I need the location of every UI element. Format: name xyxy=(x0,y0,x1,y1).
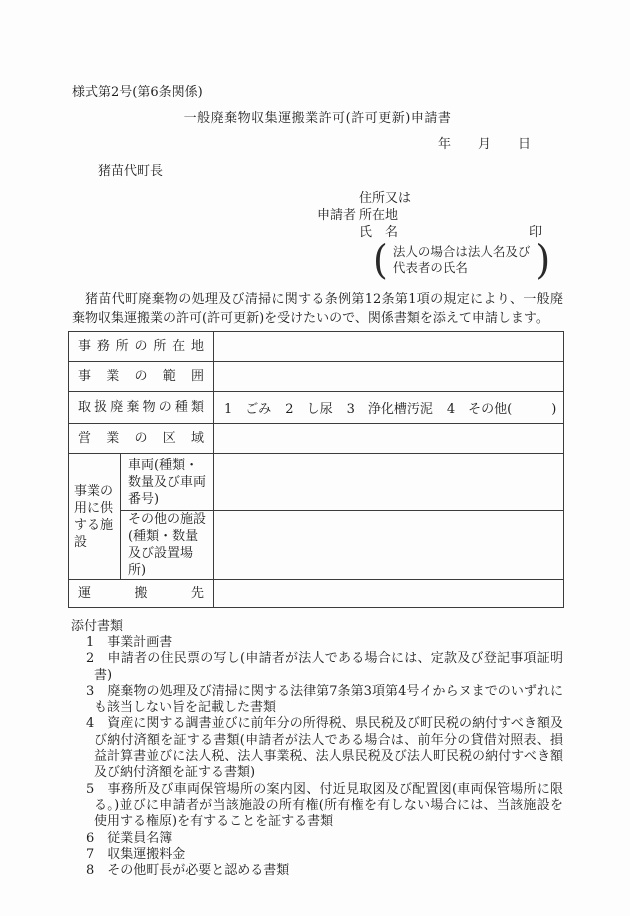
day-label: 日 xyxy=(517,137,531,152)
attachment-text: 事務所及び車両保管場所の案内図、付近見取図及び配置図(車両保管場所に限る。)並びに申請者が当該施設の所有権(所有権を有しない場合には、当該施設を使用する権原)を有することを証する書類 xyxy=(94,781,563,830)
corporate-note-lines xyxy=(388,244,536,276)
attachment-item-4 xyxy=(71,716,563,781)
attachment-number: 3 xyxy=(86,683,95,699)
corporate-note xyxy=(373,236,563,284)
vehicle-label: 車両(種類・数量及び車両番号) xyxy=(121,454,214,511)
applicant-address-label-line2: 所在地 xyxy=(359,208,399,223)
business-area-label: 営業の区域 xyxy=(69,424,214,454)
attachment-text: その他町長が必要と認める書類 xyxy=(107,863,290,879)
attachment-text: 廃棄物の処理及び清掃に関する法律第7条第3項第4号イからヌまでのいずれにも該当しない旨を記載した書類 xyxy=(94,683,563,716)
waste-option-septic-sludge: 3 浄化槽汚泥 xyxy=(346,402,433,417)
attachment-item-2 xyxy=(71,651,563,684)
date-line xyxy=(72,138,563,152)
office-address-value-cell xyxy=(214,332,564,362)
table-row xyxy=(69,511,564,580)
other-facility-label: その他の施設(種類・数量及び設置場所) xyxy=(121,511,214,580)
attachment-item-6 xyxy=(71,831,563,847)
corporate-note-line1: 法人の場合は法人名及び xyxy=(392,244,531,259)
attachment-number: 2 xyxy=(86,651,95,667)
attachment-number: 1 xyxy=(86,635,95,650)
table-row xyxy=(69,362,564,392)
applicant-fields xyxy=(359,190,542,241)
month-label: 月 xyxy=(477,137,491,152)
applicant-address-label-line1: 住所又は xyxy=(359,191,412,206)
table-row xyxy=(69,392,564,424)
attachments-heading: 添付書類 xyxy=(71,619,124,634)
attachment-item-3 xyxy=(71,684,563,717)
attachments-section xyxy=(71,618,563,879)
transport-destination-value-cell xyxy=(214,580,564,608)
vehicle-value-cell xyxy=(214,454,564,511)
attachment-text: 収集運搬料金 xyxy=(107,846,186,862)
attachment-number: 7 xyxy=(86,846,95,862)
applicant-name-label: 氏 名 xyxy=(359,225,399,240)
form-number: 様式第2号(第6条関係) xyxy=(72,85,203,100)
attachment-item-8 xyxy=(71,863,563,879)
waste-option-nightsoil: 2 し尿 xyxy=(285,402,333,417)
corporate-note-line2: 代表者の氏名 xyxy=(392,260,468,275)
office-address-label: 事務所の所在地 xyxy=(69,332,214,362)
attachment-item-7 xyxy=(71,847,563,863)
attachment-number: 5 xyxy=(86,781,95,797)
year-label: 年 xyxy=(437,137,451,152)
application-statement: 猪苗代町廃棄物の処理及び清掃に関する条例第12条第1項の規定により、一般廃棄物収集運搬業の許可(許可更新)を受けたいので、関係書類を添えて申請します。 xyxy=(72,292,563,326)
waste-option-garbage: 1 ごみ xyxy=(224,402,272,417)
attachment-text: 申請者の住民票の写し(申請者が法人である場合には、定款及び登記事項証明書) xyxy=(94,651,563,683)
seal-label: 印 xyxy=(529,225,543,240)
attachment-number: 4 xyxy=(86,716,95,732)
attachment-text: 事業計画書 xyxy=(107,635,173,650)
business-scope-label: 事業の範囲 xyxy=(69,362,214,392)
waste-type-options xyxy=(224,398,557,417)
attachment-item-5 xyxy=(71,782,563,831)
table-row xyxy=(69,454,564,511)
waste-type-label: 取扱廃棄物の種類 xyxy=(69,392,214,424)
table-row xyxy=(69,332,564,362)
business-area-value-cell xyxy=(214,424,564,454)
attachment-text: 従業員名簿 xyxy=(107,830,173,846)
other-facility-value-cell xyxy=(214,511,564,580)
attachment-item-1 xyxy=(71,635,563,651)
right-paren: ) xyxy=(535,236,551,284)
table-row xyxy=(69,580,564,608)
left-paren: ( xyxy=(373,236,388,284)
attachment-number: 6 xyxy=(86,830,95,846)
applicant-label: 申請者 xyxy=(317,208,357,223)
applicant-block xyxy=(317,190,563,241)
attachment-text: 資産に関する調書並びに前年分の所得税、県民税及び町民税の納付すべき額及び納付済額を証する書類(申請者が法人である場合は、前年分の貸借対照表、損益計算書並びに法人税、法人事業税、法人県民税及び法人町民税の納付すべき額及び納付済額を証する書類) xyxy=(94,716,563,781)
attachment-number: 8 xyxy=(86,863,95,879)
waste-option-other: 4 その他( ) xyxy=(446,402,557,417)
business-scope-value-cell xyxy=(214,362,564,392)
document-title: 一般廃棄物収集運搬業許可(許可更新)申請書 xyxy=(183,111,452,126)
transport-destination-label: 運搬先 xyxy=(69,580,214,608)
addressee: 猪苗代町長 xyxy=(98,164,164,179)
table-row xyxy=(69,424,564,454)
waste-type-value-cell xyxy=(214,392,564,424)
application-form-table xyxy=(68,331,564,608)
facility-group-label: 事業の用に供する施設 xyxy=(69,454,121,580)
